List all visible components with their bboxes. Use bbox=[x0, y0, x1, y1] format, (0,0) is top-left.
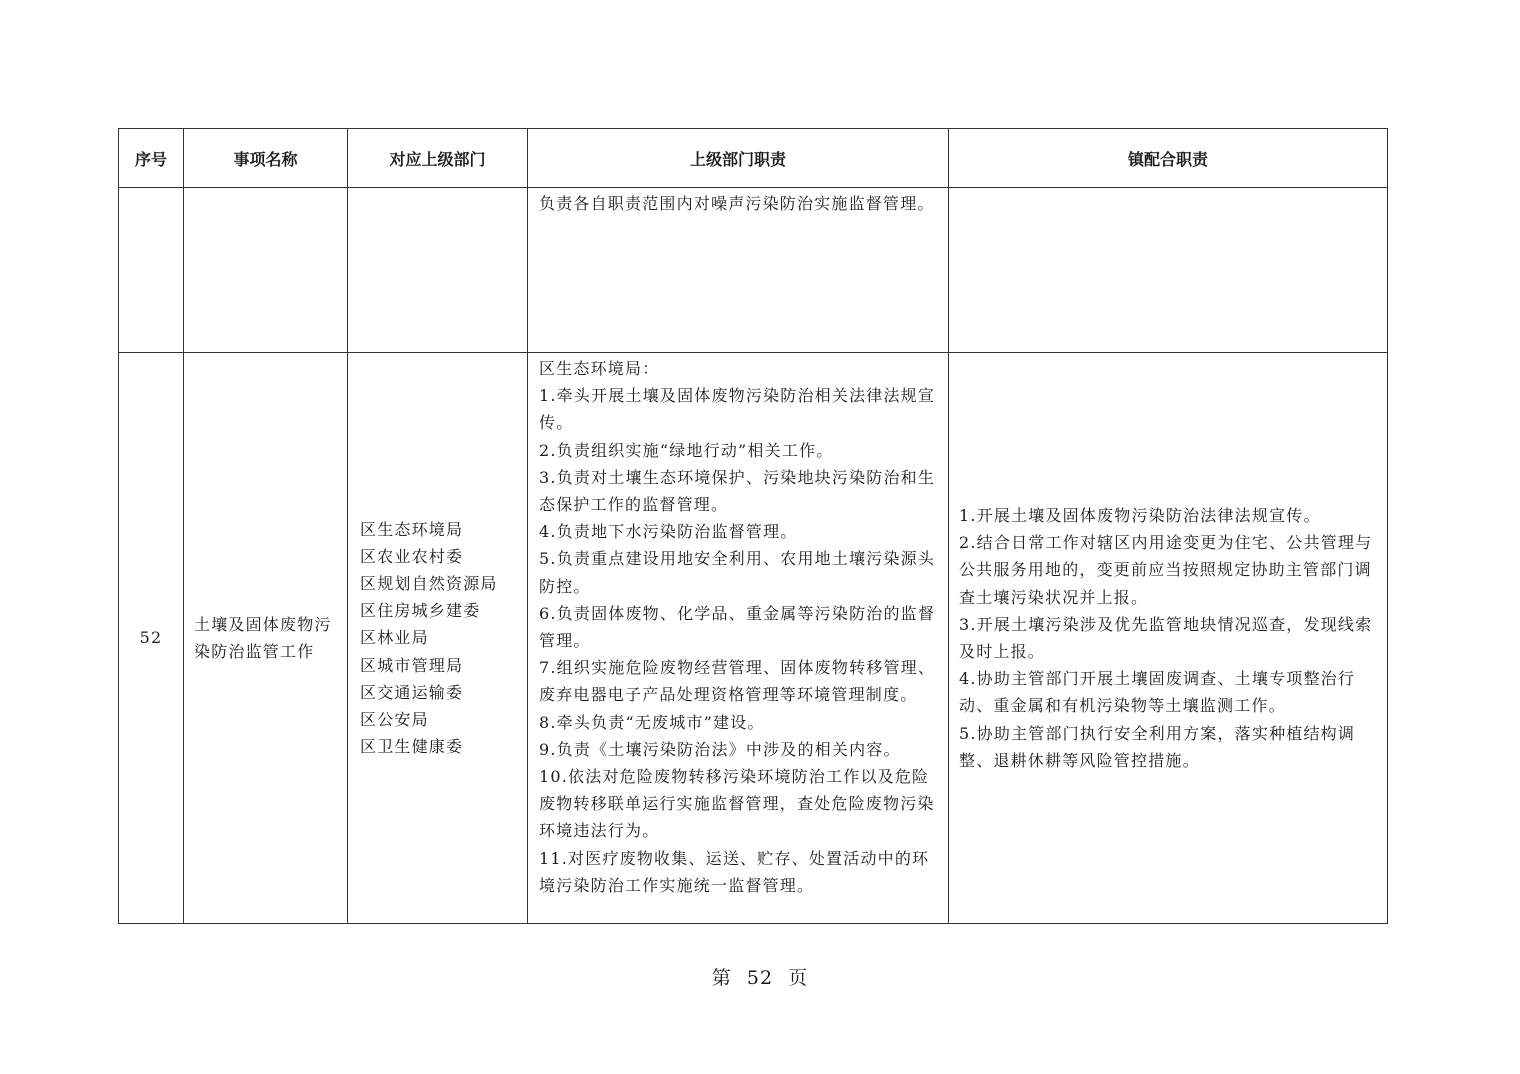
header-town-duties: 镇配合职责 bbox=[949, 129, 1388, 188]
cell-town-duties bbox=[949, 353, 1388, 924]
header-item-name: 事项名称 bbox=[184, 129, 348, 188]
upper-duty-item: 9.负责《土壤污染防治法》中涉及的相关内容。 bbox=[539, 739, 901, 759]
department-item: 区交通运输委 bbox=[360, 682, 464, 702]
cell-number: 52 bbox=[119, 353, 184, 924]
upper-duty-item: 10.依法对危险废物转移污染环境防治工作以及危险废物转移联单运行实施监督管理，查处危险废物污染环境违法行为。 bbox=[539, 767, 935, 841]
cell-upper-duties bbox=[528, 353, 949, 924]
upper-duty-item: 8.牵头负责“无废城市”建设。 bbox=[539, 712, 765, 732]
department-item: 区住房城乡建委 bbox=[360, 601, 481, 621]
cell-number-empty bbox=[119, 188, 184, 353]
upper-duty-item: 3.负责对土壤生态环境保护、污染地块污染防治和生态保护工作的监督管理。 bbox=[539, 467, 936, 515]
upper-duty-item: 7.组织实施危险废物经营管理、固体废物转移管理、废弃电器电子产品处理资格管理等环境管理制度。 bbox=[539, 658, 936, 705]
page-number: 52 bbox=[746, 967, 774, 989]
department-item: 区卫生健康委 bbox=[360, 737, 464, 757]
cell-departments-empty bbox=[348, 188, 528, 353]
page-prefix: 第 bbox=[711, 967, 732, 989]
responsibility-table bbox=[118, 128, 1388, 924]
department-item: 区城市管理局 bbox=[360, 655, 464, 675]
upper-duty-item: 1.牵头开展土壤及固体废物污染防治相关法律法规宣传。 bbox=[539, 386, 936, 433]
cell-name-empty bbox=[184, 188, 348, 353]
cell-item-name: 土壤及固体废物污染防治监管工作 bbox=[184, 353, 348, 924]
town-duty-item: 1.开展土壤及固体废物污染防治法律法规宣传。 bbox=[959, 505, 1321, 525]
header-departments: 对应上级部门 bbox=[348, 129, 528, 188]
upper-duty-item: 2.负责组织实施“绿地行动”相关工作。 bbox=[539, 440, 834, 460]
table-row-continuation bbox=[119, 188, 1388, 353]
page-suffix: 页 bbox=[788, 967, 809, 989]
upper-duty-item: 11.对医疗废物收集、运送、贮存、处置活动中的环境污染防治工作实施统一监督管理。 bbox=[539, 848, 930, 895]
cell-upper-duties-continuation bbox=[528, 188, 949, 353]
department-item: 区规划自然资源局 bbox=[360, 573, 498, 593]
header-number: 序号 bbox=[119, 129, 184, 188]
table-row-52 bbox=[119, 353, 1388, 924]
page-number-footer bbox=[0, 963, 1520, 990]
upper-duty-item: 区生态环境局： bbox=[539, 359, 660, 378]
cell-town-duties-empty bbox=[949, 188, 1388, 353]
upper-duty-item: 6.负责固体废物、化学品、重金属等污染防治的监督管理。 bbox=[539, 603, 936, 651]
upper-duty-item: 5.负责重点建设用地安全利用、农用地土壤污染源头防控。 bbox=[539, 549, 936, 596]
department-item: 区生态环境局 bbox=[360, 519, 464, 539]
department-item: 区林业局 bbox=[360, 628, 429, 648]
town-duty-item: 2.结合日常工作对辖区内用途变更为住宅、公共管理与公共服务用地的，变更前应当按照规定协助主管部门调查土壤污染状况并上报。 bbox=[959, 533, 1373, 607]
department-item: 区农业农村委 bbox=[360, 546, 464, 566]
upper-duty-line: 负责各自职责范围内对噪声污染防治实施监督管理。 bbox=[539, 194, 935, 213]
town-duty-item: 5.协助主管部门执行安全利用方案，落实种植结构调整、退耕休耕等风险管控措施。 bbox=[959, 723, 1356, 770]
header-upper-duties: 上级部门职责 bbox=[528, 129, 949, 188]
town-duty-item: 3.开展土壤污染涉及优先监管地块情况巡查，发现线索及时上报。 bbox=[959, 614, 1373, 661]
cell-departments bbox=[348, 353, 528, 924]
town-duty-item: 4.协助主管部门开展土壤固废调查、土壤专项整治行动、重金属和有机污染物等土壤监测工作。 bbox=[959, 669, 1356, 716]
department-item: 区公安局 bbox=[360, 710, 429, 729]
header-row bbox=[119, 129, 1388, 188]
upper-duty-item: 4.负责地下水污染防治监督管理。 bbox=[539, 522, 798, 542]
